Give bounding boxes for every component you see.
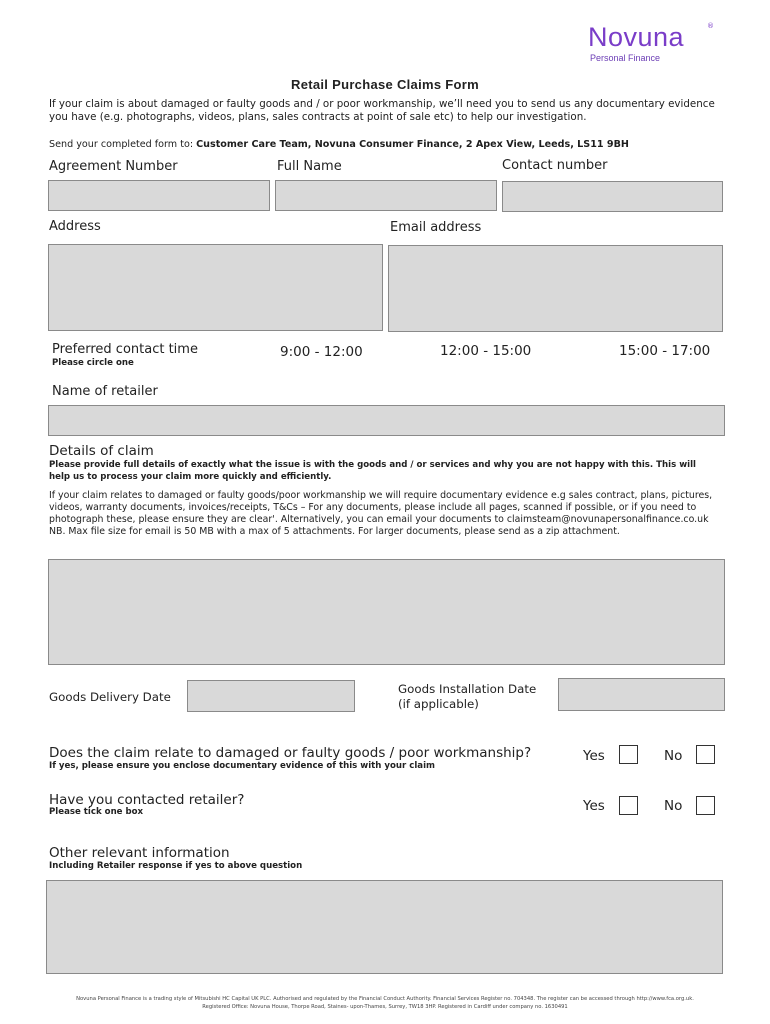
address-label: Address [49,219,101,234]
time-option-15-17[interactable]: 15:00 - 17:00 [619,343,711,359]
claim-details-field[interactable] [48,559,725,665]
contacted-retailer-question: Have you contacted retailer? [49,792,245,808]
q1-no-checkbox[interactable] [696,745,715,764]
agreement-number-label: Agreement Number [49,159,178,174]
full-name-field[interactable] [275,180,497,211]
damaged-goods-hint: If yes, please ensure you enclose documentary evidence of this with your claim [49,761,435,771]
send-instructions [49,139,739,150]
q2-no-label: No [664,798,683,814]
contacted-retailer-hint: Please tick one box [49,807,144,817]
damaged-goods-question: Does the claim relate to damaged or faulty goods / poor workmanship? [49,745,532,761]
installation-date-label: Goods Installation Date [398,682,537,696]
installation-date-field[interactable] [558,678,725,711]
time-option-12-15[interactable]: 12:00 - 15:00 [440,343,532,359]
delivery-date-label: Goods Delivery Date [49,690,171,704]
email-address-field[interactable] [388,245,723,332]
footer-legal-line2: Registered Office: Novuna House, Thorpe Road, Staines- upon-Thames, Surrey, TW18 3HP. Registered in Cardiff under company no. 1630491 [202,1004,568,1010]
preferred-contact-hint: Please circle one [52,358,134,368]
contact-number-field[interactable] [502,181,723,212]
retailer-name-field[interactable] [48,405,725,436]
intro-text: If your claim is about damaged or faulty goods and / or poor workmanship, we’ll need you to send us any documentary evidence you have (e.g. photographs, videos, plans, sales contracts at point of sale etc) to help our investigation. [49,98,715,123]
send-prefix: Send your completed form to: [49,139,197,150]
preferred-contact-label: Preferred contact time [52,342,198,357]
brand-subtitle: Personal Finance [590,53,661,63]
brand-logo: Novuna [588,22,685,52]
q2-yes-checkbox[interactable] [619,796,638,815]
delivery-date-field[interactable] [187,680,355,712]
other-info-heading: Other relevant information [49,845,230,861]
contact-number-label: Contact number [502,158,608,173]
footer-legal-line1: Novuna Personal Finance is a trading style of Mitsubishi HC Capital UK PLC. Authorised and regulated by the Financial Conduct Authority. Financial Services Register no. 704348. The register can be accessed through http://www.fca.org.uk. [76,996,694,1002]
retailer-name-label: Name of retailer [52,384,158,399]
details-subheading: Please provide full details of exactly what the issue is with the goods and / or services and why you are not happy with this. This will help us to process your claim more quickly and efficiently. [49,460,696,482]
details-paragraph: If your claim relates to damaged or faulty goods/poor workmanship we will require documentary evidence e.g sales contract, plans, pictures, videos, warranty documents, invoices/receipts, T&Cs – For any documents, please include all pages, scanned if possible, or if you need to photograph these, please ensure they are clear'. Alternatively, you can email your documents to claimsteam@novunapersonalfinance.co.uk NB. Max file size for email is 50 MB with a max of 5 attachments. For larger documents, please send as a zip attachment. [49,490,713,537]
other-info-hint: Including Retailer response if yes to above question [49,861,303,871]
other-info-field[interactable] [46,880,723,974]
installation-date-hint: (if applicable) [398,697,479,711]
address-field[interactable] [48,244,383,331]
details-heading: Details of claim [49,443,154,459]
q1-yes-checkbox[interactable] [619,745,638,764]
q1-no-label: No [664,748,683,764]
agreement-number-field[interactable] [48,180,270,211]
q2-yes-label: Yes [583,798,605,814]
time-option-9-12[interactable]: 9:00 - 12:00 [280,344,363,360]
q2-no-checkbox[interactable] [696,796,715,815]
q1-yes-label: Yes [583,748,605,764]
full-name-label: Full Name [277,159,342,174]
form-title: Retail Purchase Claims Form [291,77,479,92]
brand-logo-mark: ® [707,22,714,30]
email-address-label: Email address [390,220,482,235]
send-address: Customer Care Team, Novuna Consumer Finance, 2 Apex View, Leeds, LS11 9BH [196,139,629,150]
